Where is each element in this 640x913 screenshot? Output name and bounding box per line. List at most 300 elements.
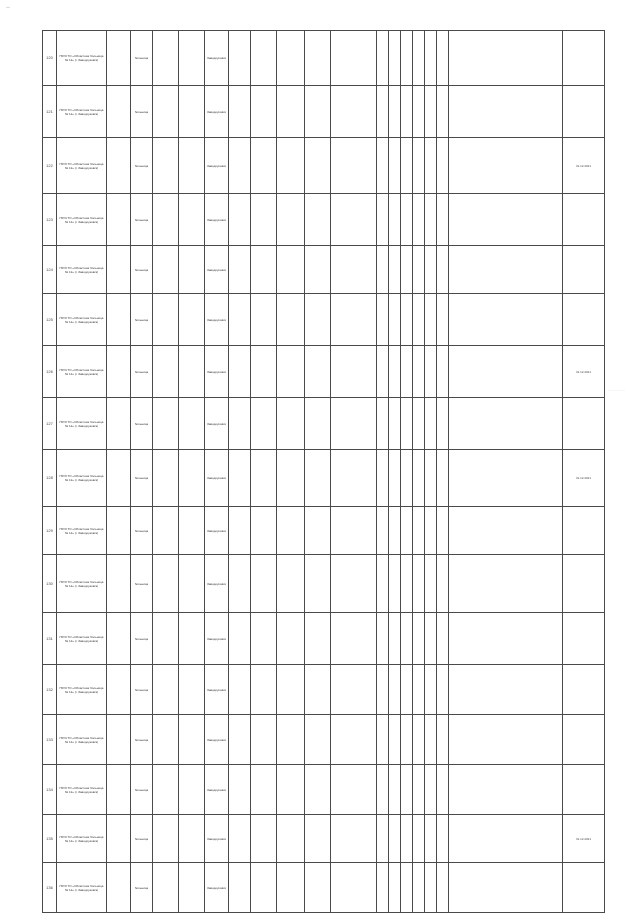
qty-cell	[437, 398, 449, 450]
qty-cell	[377, 507, 389, 555]
qty-cell	[425, 863, 437, 913]
deadline-date: 31.12.2021	[563, 138, 605, 194]
institution-type: больница	[131, 346, 153, 398]
code-cell	[229, 31, 251, 86]
qty-cell	[425, 715, 437, 765]
department-name	[153, 246, 179, 294]
equipment-name	[331, 665, 377, 715]
equipment-name	[331, 765, 377, 815]
organization-name: ГБУЗ ТО «Областная больница № 12» (г. Заводоуковск)	[57, 294, 107, 346]
department-name	[153, 31, 179, 86]
qty-cell	[425, 555, 437, 613]
category-cell	[305, 398, 331, 450]
table-row	[43, 665, 605, 715]
registry-code	[107, 815, 131, 863]
qty-cell	[413, 815, 425, 863]
code-cell	[229, 555, 251, 613]
deadline-date: 31.12.2021	[563, 450, 605, 507]
registry-code	[107, 715, 131, 765]
locality-name: Заводоуковск	[205, 815, 229, 863]
equipment-name	[331, 863, 377, 913]
qty-cell	[401, 765, 413, 815]
department-name	[153, 765, 179, 815]
equipment-name	[331, 86, 377, 138]
unit-type	[251, 815, 277, 863]
qty-cell	[401, 346, 413, 398]
registry-code	[107, 86, 131, 138]
code-cell	[229, 450, 251, 507]
equipment-name	[331, 31, 377, 86]
qty-cell	[377, 715, 389, 765]
row-number: 123	[43, 194, 57, 246]
edge-mark: .............	[608, 388, 626, 392]
code-cell	[229, 246, 251, 294]
qty-cell	[377, 194, 389, 246]
qty-cell	[425, 450, 437, 507]
basis-document	[449, 346, 563, 398]
qty-cell	[401, 815, 413, 863]
basis-document	[449, 294, 563, 346]
registry-code	[107, 450, 131, 507]
code-cell	[229, 665, 251, 715]
qty-cell	[389, 507, 401, 555]
row-number: 126	[43, 346, 57, 398]
category-cell	[305, 665, 331, 715]
room-type	[277, 507, 305, 555]
qty-cell	[413, 555, 425, 613]
deadline-date: 31.12.2021	[563, 815, 605, 863]
room-type	[277, 31, 305, 86]
row-number: 133	[43, 715, 57, 765]
equipment-name	[331, 450, 377, 507]
qty-cell	[401, 507, 413, 555]
qty-cell	[377, 613, 389, 665]
qty-cell	[413, 450, 425, 507]
qty-cell	[437, 863, 449, 913]
region-cell	[179, 346, 205, 398]
qty-cell	[389, 398, 401, 450]
qty-cell	[437, 86, 449, 138]
region-cell	[179, 555, 205, 613]
qty-cell	[413, 194, 425, 246]
region-cell	[179, 765, 205, 815]
table-row	[43, 715, 605, 765]
basis-document	[449, 138, 563, 194]
basis-document	[449, 613, 563, 665]
row-number: 135	[43, 815, 57, 863]
category-cell	[305, 765, 331, 815]
equipment-name	[331, 294, 377, 346]
locality-name: Заводоуковск	[205, 715, 229, 765]
room-type	[277, 398, 305, 450]
unit-type	[251, 765, 277, 815]
qty-cell	[389, 450, 401, 507]
unit-type	[251, 555, 277, 613]
table-row	[43, 863, 605, 913]
basis-document	[449, 815, 563, 863]
region-cell	[179, 294, 205, 346]
code-cell	[229, 346, 251, 398]
equipment-name	[331, 613, 377, 665]
category-cell	[305, 715, 331, 765]
institution-type: больница	[131, 398, 153, 450]
row-number: 136	[43, 863, 57, 913]
department-name	[153, 715, 179, 765]
institution-type: больница	[131, 246, 153, 294]
qty-cell	[401, 555, 413, 613]
qty-cell	[377, 346, 389, 398]
region-cell	[179, 863, 205, 913]
room-type	[277, 555, 305, 613]
qty-cell	[437, 613, 449, 665]
registry-code	[107, 665, 131, 715]
qty-cell	[437, 294, 449, 346]
locality-name: Заводоуковск	[205, 246, 229, 294]
organization-name: ГБУЗ ТО «Областная больница № 12» (г. Заводоуковск)	[57, 507, 107, 555]
row-number: 122	[43, 138, 57, 194]
region-cell	[179, 31, 205, 86]
unit-type	[251, 613, 277, 665]
organization-name: ГБУЗ ТО «Областная больница № 12» (г. Заводоуковск)	[57, 665, 107, 715]
table-row	[43, 398, 605, 450]
department-name	[153, 194, 179, 246]
department-name	[153, 294, 179, 346]
institution-type: больница	[131, 450, 153, 507]
table-row	[43, 31, 605, 86]
department-name	[153, 815, 179, 863]
basis-document	[449, 450, 563, 507]
qty-cell	[425, 665, 437, 715]
row-number: 125	[43, 294, 57, 346]
room-type	[277, 294, 305, 346]
department-name	[153, 86, 179, 138]
qty-cell	[389, 613, 401, 665]
qty-cell	[389, 863, 401, 913]
locality-name: Заводоуковск	[205, 863, 229, 913]
qty-cell	[437, 246, 449, 294]
institution-type: больница	[131, 613, 153, 665]
region-cell	[179, 665, 205, 715]
qty-cell	[425, 138, 437, 194]
qty-cell	[401, 138, 413, 194]
equipment-name	[331, 555, 377, 613]
deadline-date	[563, 294, 605, 346]
basis-document	[449, 715, 563, 765]
locality-name: Заводоуковск	[205, 507, 229, 555]
unit-type	[251, 346, 277, 398]
organization-name: ГБУЗ ТО «Областная больница № 12» (г. Заводоуковск)	[57, 346, 107, 398]
region-cell	[179, 246, 205, 294]
qty-cell	[389, 138, 401, 194]
qty-cell	[413, 346, 425, 398]
equipment-name	[331, 715, 377, 765]
department-name	[153, 398, 179, 450]
qty-cell	[437, 31, 449, 86]
organization-name: ГБУЗ ТО «Областная больница № 12» (г. Заводоуковск)	[57, 31, 107, 86]
qty-cell	[413, 665, 425, 715]
department-name	[153, 346, 179, 398]
row-number: 134	[43, 765, 57, 815]
page-corner-mark: —	[6, 4, 10, 9]
department-name	[153, 555, 179, 613]
table-row	[43, 346, 605, 398]
department-name	[153, 665, 179, 715]
qty-cell	[377, 86, 389, 138]
row-number: 132	[43, 665, 57, 715]
qty-cell	[401, 194, 413, 246]
deadline-date	[563, 665, 605, 715]
locality-name: Заводоуковск	[205, 398, 229, 450]
equipment-registry-table	[42, 30, 605, 913]
room-type	[277, 194, 305, 246]
qty-cell	[437, 815, 449, 863]
row-number: 130	[43, 555, 57, 613]
qty-cell	[377, 665, 389, 715]
qty-cell	[389, 294, 401, 346]
qty-cell	[377, 294, 389, 346]
table-row	[43, 246, 605, 294]
qty-cell	[401, 450, 413, 507]
institution-type: больница	[131, 555, 153, 613]
qty-cell	[401, 294, 413, 346]
table-row	[43, 138, 605, 194]
qty-cell	[425, 398, 437, 450]
qty-cell	[413, 31, 425, 86]
qty-cell	[377, 765, 389, 815]
region-cell	[179, 398, 205, 450]
qty-cell	[389, 555, 401, 613]
qty-cell	[377, 246, 389, 294]
row-number: 121	[43, 86, 57, 138]
room-type	[277, 863, 305, 913]
qty-cell	[389, 715, 401, 765]
room-type	[277, 138, 305, 194]
row-number: 124	[43, 246, 57, 294]
qty-cell	[413, 246, 425, 294]
region-cell	[179, 715, 205, 765]
qty-cell	[413, 613, 425, 665]
department-name	[153, 450, 179, 507]
qty-cell	[437, 507, 449, 555]
qty-cell	[389, 86, 401, 138]
table-row	[43, 555, 605, 613]
registry-code	[107, 194, 131, 246]
qty-cell	[401, 863, 413, 913]
equipment-name	[331, 815, 377, 863]
locality-name: Заводоуковск	[205, 555, 229, 613]
unit-type	[251, 398, 277, 450]
equipment-name	[331, 246, 377, 294]
qty-cell	[389, 194, 401, 246]
qty-cell	[413, 294, 425, 346]
code-cell	[229, 138, 251, 194]
unit-type	[251, 31, 277, 86]
basis-document	[449, 31, 563, 86]
code-cell	[229, 613, 251, 665]
code-cell	[229, 765, 251, 815]
deadline-date	[563, 246, 605, 294]
code-cell	[229, 194, 251, 246]
qty-cell	[377, 31, 389, 86]
code-cell	[229, 294, 251, 346]
organization-name: ГБУЗ ТО «Областная больница № 12» (г. Заводоуковск)	[57, 863, 107, 913]
equipment-name	[331, 138, 377, 194]
room-type	[277, 715, 305, 765]
qty-cell	[377, 398, 389, 450]
locality-name: Заводоуковск	[205, 138, 229, 194]
unit-type	[251, 863, 277, 913]
qty-cell	[425, 346, 437, 398]
basis-document	[449, 507, 563, 555]
qty-cell	[401, 715, 413, 765]
qty-cell	[425, 194, 437, 246]
qty-cell	[377, 815, 389, 863]
organization-name: ГБУЗ ТО «Областная больница № 12» (г. Заводоуковск)	[57, 613, 107, 665]
registry-code	[107, 613, 131, 665]
qty-cell	[425, 31, 437, 86]
deadline-date	[563, 398, 605, 450]
qty-cell	[437, 665, 449, 715]
registry-code	[107, 294, 131, 346]
category-cell	[305, 246, 331, 294]
basis-document	[449, 86, 563, 138]
qty-cell	[389, 346, 401, 398]
unit-type	[251, 450, 277, 507]
region-cell	[179, 86, 205, 138]
table-row	[43, 507, 605, 555]
qty-cell	[401, 246, 413, 294]
qty-cell	[437, 194, 449, 246]
organization-name: ГБУЗ ТО «Областная больница № 12» (г. Заводоуковск)	[57, 715, 107, 765]
organization-name: ГБУЗ ТО «Областная больница № 12» (г. Заводоуковск)	[57, 194, 107, 246]
qty-cell	[413, 138, 425, 194]
unit-type	[251, 86, 277, 138]
unit-type	[251, 294, 277, 346]
deadline-date	[563, 863, 605, 913]
institution-type: больница	[131, 86, 153, 138]
organization-name: ГБУЗ ТО «Областная больница № 12» (г. Заводоуковск)	[57, 555, 107, 613]
registry-code	[107, 398, 131, 450]
unit-type	[251, 246, 277, 294]
locality-name: Заводоуковск	[205, 613, 229, 665]
qty-cell	[413, 765, 425, 815]
qty-cell	[389, 815, 401, 863]
region-cell	[179, 138, 205, 194]
code-cell	[229, 398, 251, 450]
locality-name: Заводоуковск	[205, 86, 229, 138]
registry-code	[107, 765, 131, 815]
institution-type: больница	[131, 138, 153, 194]
institution-type: больница	[131, 294, 153, 346]
room-type	[277, 246, 305, 294]
department-name	[153, 613, 179, 665]
code-cell	[229, 815, 251, 863]
code-cell	[229, 863, 251, 913]
category-cell	[305, 194, 331, 246]
department-name	[153, 863, 179, 913]
qty-cell	[413, 507, 425, 555]
qty-cell	[437, 765, 449, 815]
qty-cell	[425, 815, 437, 863]
locality-name: Заводоуковск	[205, 346, 229, 398]
code-cell	[229, 86, 251, 138]
table-row	[43, 86, 605, 138]
unit-type	[251, 715, 277, 765]
table-row	[43, 815, 605, 863]
region-cell	[179, 450, 205, 507]
qty-cell	[425, 613, 437, 665]
deadline-date	[563, 613, 605, 665]
category-cell	[305, 138, 331, 194]
category-cell	[305, 450, 331, 507]
institution-type: больница	[131, 765, 153, 815]
category-cell	[305, 294, 331, 346]
registry-code	[107, 138, 131, 194]
equipment-name	[331, 346, 377, 398]
deadline-date	[563, 194, 605, 246]
region-cell	[179, 613, 205, 665]
locality-name: Заводоуковск	[205, 194, 229, 246]
category-cell	[305, 346, 331, 398]
institution-type: больница	[131, 507, 153, 555]
category-cell	[305, 507, 331, 555]
unit-type	[251, 507, 277, 555]
department-name	[153, 507, 179, 555]
basis-document	[449, 665, 563, 715]
basis-document	[449, 398, 563, 450]
locality-name: Заводоуковск	[205, 450, 229, 507]
registry-code	[107, 507, 131, 555]
qty-cell	[377, 863, 389, 913]
room-type	[277, 86, 305, 138]
qty-cell	[413, 398, 425, 450]
region-cell	[179, 507, 205, 555]
qty-cell	[401, 665, 413, 715]
institution-type: больница	[131, 715, 153, 765]
unit-type	[251, 138, 277, 194]
equipment-name	[331, 398, 377, 450]
row-number: 120	[43, 31, 57, 86]
qty-cell	[401, 31, 413, 86]
institution-type: больница	[131, 815, 153, 863]
registry-code	[107, 863, 131, 913]
category-cell	[305, 555, 331, 613]
basis-document	[449, 555, 563, 613]
qty-cell	[377, 450, 389, 507]
qty-cell	[437, 138, 449, 194]
equipment-name	[331, 507, 377, 555]
institution-type: больница	[131, 665, 153, 715]
qty-cell	[425, 246, 437, 294]
row-number: 128	[43, 450, 57, 507]
qty-cell	[377, 555, 389, 613]
organization-name: ГБУЗ ТО «Областная больница № 12» (г. Заводоуковск)	[57, 246, 107, 294]
basis-document	[449, 194, 563, 246]
category-cell	[305, 815, 331, 863]
room-type	[277, 450, 305, 507]
qty-cell	[437, 555, 449, 613]
organization-name: ГБУЗ ТО «Областная больница № 12» (г. Заводоуковск)	[57, 86, 107, 138]
qty-cell	[389, 31, 401, 86]
qty-cell	[401, 86, 413, 138]
table-row	[43, 294, 605, 346]
qty-cell	[437, 715, 449, 765]
organization-name: ГБУЗ ТО «Областная больница № 12» (г. Заводоуковск)	[57, 450, 107, 507]
deadline-date	[563, 765, 605, 815]
region-cell	[179, 194, 205, 246]
deadline-date	[563, 86, 605, 138]
qty-cell	[413, 863, 425, 913]
